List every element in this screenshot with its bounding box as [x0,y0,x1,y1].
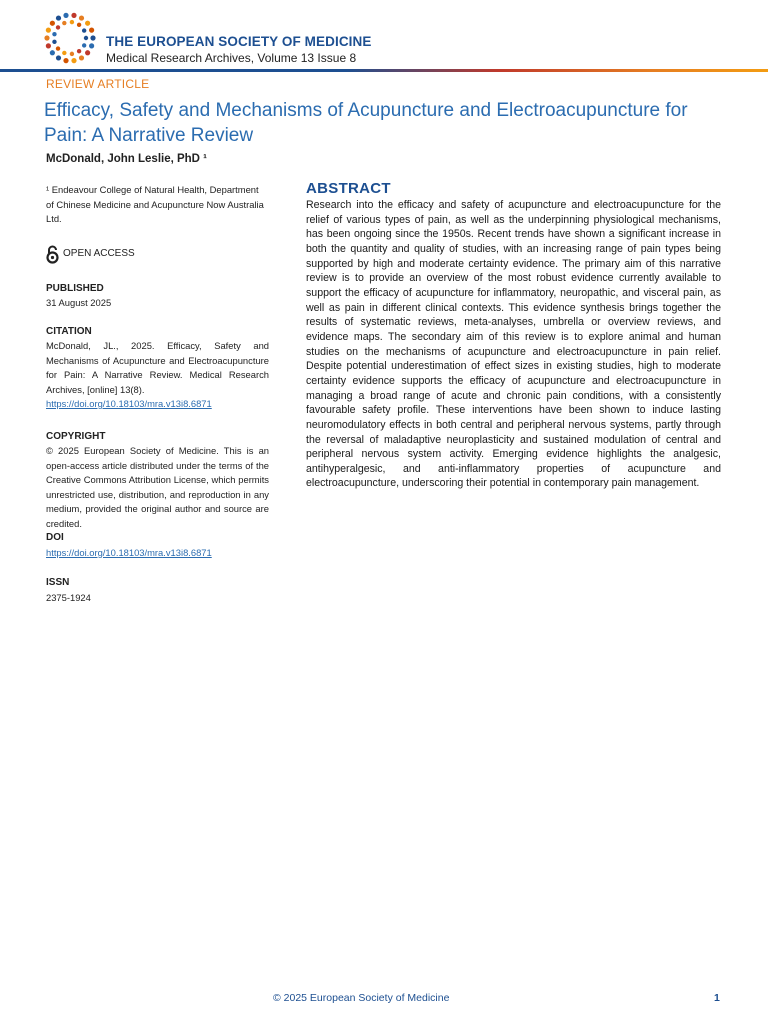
open-access-lock-icon [46,245,59,264]
header-rule [0,69,768,72]
page-number: 1 [714,992,720,1004]
citation-doi-link-wrap [46,397,269,412]
page-header [42,10,768,70]
citation-doi-link[interactable]: https://doi.org/10.18103/mra.v13i8.6871 [46,398,212,409]
published-heading: PUBLISHED [46,282,104,294]
society-logo-icon [42,10,98,66]
journal-info: Medical Research Archives, Volume 13 Issue 8 [106,51,357,65]
copyright-text: © 2025 European Society of Medicine. This is an open-access article distributed under the terms of the Creative Commons Attribution License, which permits unrestricted use, distribution, and reproduction in any medium, provided the original author and source are credited. [46,445,269,529]
doi-link-wrap [46,546,269,561]
article-sidebar [46,183,269,619]
citation-heading: CITATION [46,325,92,337]
issn-heading: ISSN [46,577,70,588]
doi-link[interactable]: https://doi.org/10.18103/mra.v13i8.6871 [46,546,212,558]
article-title: Efficacy, Safety and Mechanisms of Acupuncture and Electroacupuncture for Pain: A Narrative Review [44,100,688,146]
open-access-badge [46,245,269,264]
society-name: THE EUROPEAN SOCIETY OF MEDICINE [106,34,372,49]
doi-heading: DOI [46,532,64,543]
abstract-section [306,180,721,491]
citation-text: McDonald, JL., 2025. Efficacy, Safety and Mechanisms of Acupuncture and Electroacupuncture for Pain: A Narrative Review. Medical Research Archives, [online] 13(8). [46,340,269,395]
abstract-heading: ABSTRACT [306,180,391,197]
published-date: 31 August 2025 [46,297,112,308]
abstract-text: Research into the efficacy and safety of acupuncture and electroacupuncture for the relief of various types of pain, as well as the underpinning physiological mechanisms, has been ongoing since the 1950s. Recent trends have shown a significant increase in both the quantity and quality of studies, with an increasing range of pain types being supported by high and moderate certainty evidence. The primary aim of this narrative review is to provide an overview of the most robust evidence currently available to support the efficacy of acupuncture for inflammatory, neuropathic, and visceral pain, as well as pain in different clinical contexts. This evidence synthesis brings together the results of systematic reviews, meta-analyses, umbrella or overview reviews, and evidence maps. The secondary aim of this review is to explore animal and human studies on the mechanisms of acupuncture and electroacupuncture in pain relief. Despite potential underestimation of effect sizes in existing studies, high to moderate certainty evidence supports the efficacy of acupuncture and electroacupuncture in managing a broad range of acute and chronic pain conditions, with a consistently favourable safety profile. These interventions have been shown to induce lasting neuromodulatory effects in both central and peripheral nervous systems, partly through the reversal of maladaptive neuroplasticity and sustained modulation of central and peripheral nervous system activity. Emerging evidence highlights the analgesic, antihyperalgesic, and anti-inflammatory properties of acupuncture and electroacupuncture, underscoring their potential in contemporary pain management. [306,199,721,490]
issn-value: 2375-1924 [46,591,91,603]
footer-copyright: © 2025 European Society of Medicine [273,992,450,1004]
page-footer [0,992,768,1008]
affiliation: ¹ Endeavour College of Natural Health, Department of Chinese Medicine and Acupuncture Now Australia Ltd. [46,184,264,224]
open-access-label: OPEN ACCESS [63,247,135,259]
copyright-heading: COPYRIGHT [46,430,106,442]
article-type: REVIEW ARTICLE [46,77,150,91]
author-line: McDonald, John Leslie, PhD ¹ [46,153,208,165]
